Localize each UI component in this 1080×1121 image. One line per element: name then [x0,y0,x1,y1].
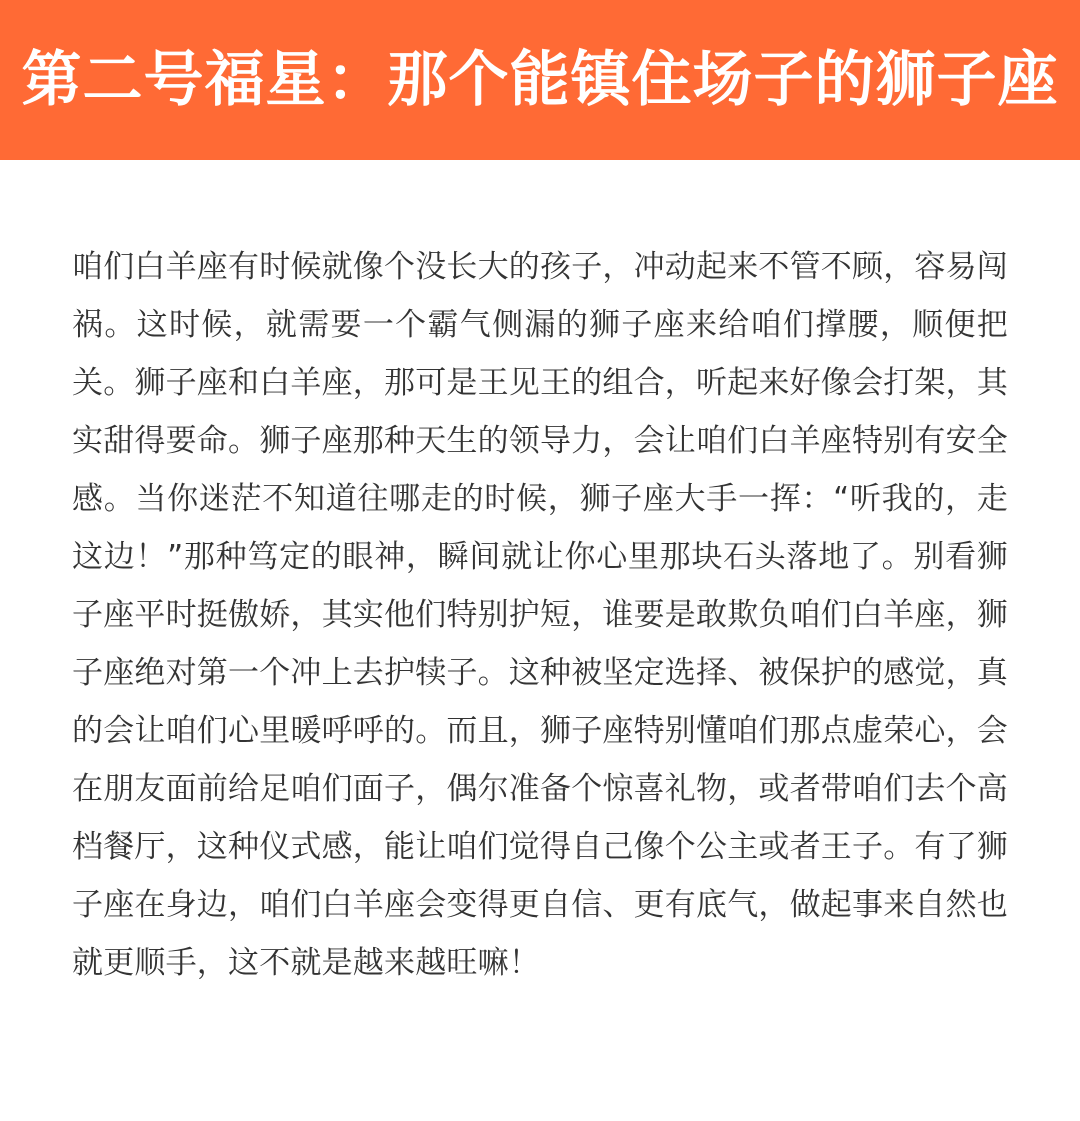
article-body [72,238,1008,992]
title-banner [0,0,1080,160]
article-paragraph: 咱们白羊座有时候就像个没长大的孩子，冲动起来不管不顾，容易闯祸。这时候，就需要一个霸气侧漏的狮子座来给咱们撑腰，顺便把关。狮子座和白羊座，那可是王见王的组合，听起来好像会打架，其实甜得要命。狮子座那种天生的领导力，会让咱们白羊座特别有安全感。当你迷茫不知道往哪走的时候，狮子座大手一挥：“听我的，走这边！”那种笃定的眼神，瞬间就让你心里那块石头落地了。别看狮子座平时挺傲娇，其实他们特别护短，谁要是敢欺负咱们白羊座，狮子座绝对第一个冲上去护犊子。这种被坚定选择、被保护的感觉，真的会让咱们心里暖呼呼的。而且，狮子座特别懂咱们那点虚荣心，会在朋友面前给足咱们面子，偶尔准备个惊喜礼物，或者带咱们去个高档餐厅，这种仪式感，能让咱们觉得自己像个公主或者王子。有了狮子座在身边，咱们白羊座会变得更自信、更有底气，做起事来自然也就更顺手，这不就是越来越旺嘛！ [72,249,1008,981]
page-title: 第二号福星：那个能镇住场子的狮子座 [21,45,1059,115]
